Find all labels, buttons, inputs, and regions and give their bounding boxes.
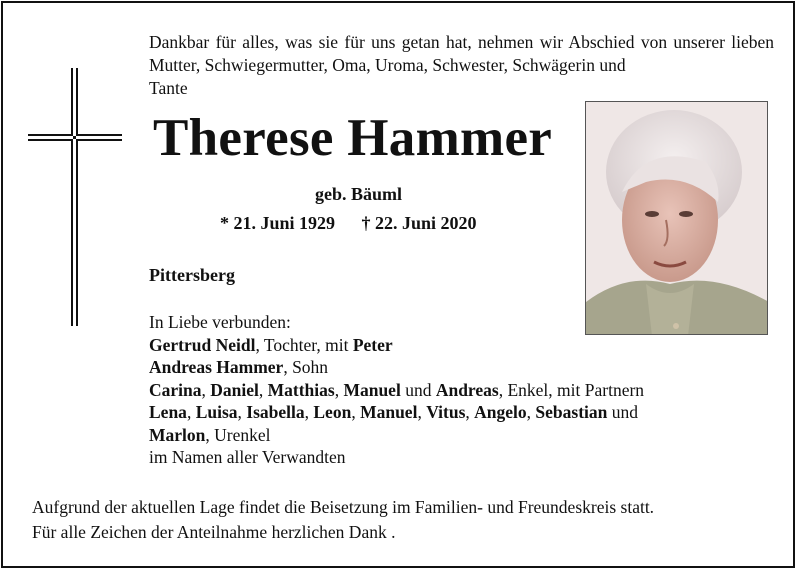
family-line-son (149, 356, 644, 379)
birth-date: * 21. Juni 1929 (220, 213, 336, 233)
separator: , (465, 402, 475, 422)
relative-name: Manuel (343, 379, 401, 400)
relative-name: Marlon (149, 424, 206, 445)
relative-name: Manuel (360, 402, 418, 422)
relation-text: , Tochter, mit (255, 334, 353, 355)
separator: , (258, 379, 268, 400)
relative-name: Matthias (267, 379, 335, 400)
relation-text: , Enkel, mit Partnern (498, 379, 645, 400)
relative-name: Vitus (426, 402, 466, 422)
relative-name: Gertrud Neidl (149, 334, 256, 355)
relation-text: , Sohn (283, 357, 329, 377)
deceased-name: Therese Hammer (153, 109, 553, 167)
relation-text: , Urenkel (205, 424, 271, 445)
portrait-illustration (586, 102, 768, 335)
relative-name: Angelo (474, 402, 527, 422)
relative-name: Carina (149, 379, 202, 400)
separator: , (237, 402, 247, 422)
intro-text (149, 31, 774, 100)
relative-name: Isabella (246, 402, 305, 422)
relative-name: Sebastian (535, 402, 608, 422)
maiden-name: geb. Bäuml (315, 184, 403, 204)
portrait-photo (585, 101, 768, 335)
separator: , (526, 402, 536, 422)
conjunction: und (607, 402, 639, 422)
family-list (149, 311, 644, 469)
separator: , (304, 402, 314, 422)
relative-name: Daniel (210, 379, 259, 400)
family-line-children (149, 334, 644, 357)
funeral-notice: Aufgrund der aktuellen Lage findet die Beisetzung im Familien- und Freundeskreis statt. (32, 497, 655, 517)
separator: , (201, 379, 211, 400)
relative-name: Leon (313, 402, 352, 422)
thanks-notice: Für alle Zeichen der Anteilnahme herzlichen Dank . (32, 522, 396, 542)
relative-name: Luisa (195, 402, 238, 422)
family-line-grandchildren (149, 379, 644, 402)
separator: , (351, 402, 361, 422)
relative-name: Peter (352, 334, 393, 355)
separator: , (186, 402, 196, 422)
family-intro: In Liebe verbunden: (149, 312, 291, 332)
intro-last-line: Tante (149, 78, 188, 98)
relative-name: Andreas Hammer (149, 357, 284, 377)
family-line-marlon (149, 424, 644, 447)
separator: , (334, 379, 344, 400)
family-closing: im Namen aller Verwandten (149, 447, 346, 467)
hometown: Pittersberg (149, 265, 235, 285)
separator: , (417, 402, 427, 422)
cross-icon (28, 68, 122, 328)
family-line-great-grandchildren (149, 401, 644, 424)
life-dates (220, 213, 477, 234)
relative-name: Lena (149, 402, 187, 422)
conjunction: und (400, 379, 436, 400)
intro-body: Dankbar für alles, was sie für uns getan hat, nehmen wir Abschied von unserer lieben Mutter, Schwiegermutter, Oma, Uroma, Schwester, Schwägerin und (149, 32, 774, 75)
death-date: † 22. Juni 2020 (361, 213, 477, 233)
relative-name: Andreas (435, 379, 499, 400)
footer-text (32, 495, 654, 545)
